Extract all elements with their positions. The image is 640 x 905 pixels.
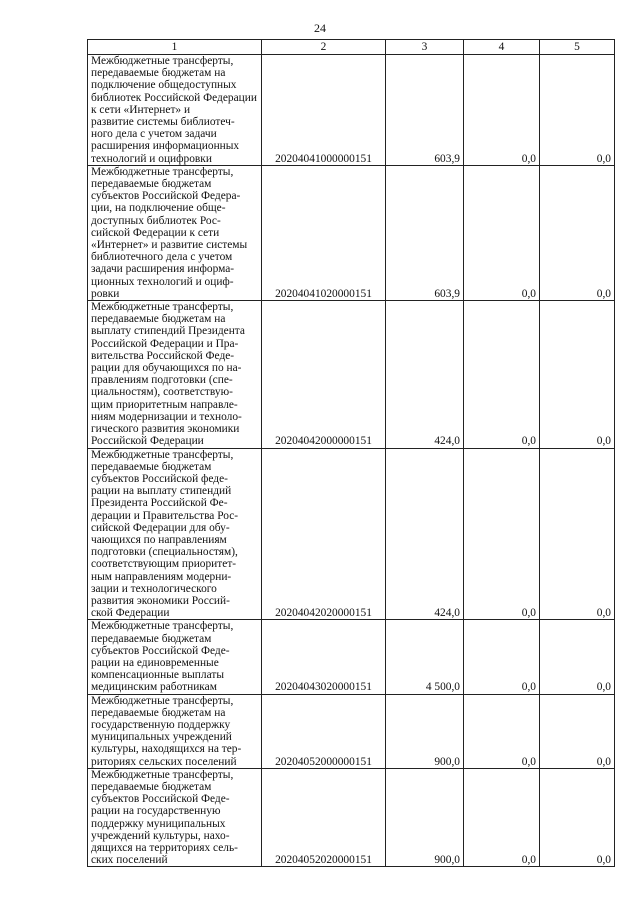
description-line: передаваемые бюджетам — [91, 780, 212, 793]
description-cell — [88, 301, 262, 448]
description-line: ным направлениям модерни- — [91, 570, 232, 583]
value-col5-cell: 0,0 — [540, 620, 615, 694]
description-line: передаваемые бюджетам на — [91, 313, 226, 326]
description-line: развития экономики Россий- — [91, 594, 230, 607]
description-line: передаваемые бюджетам — [91, 178, 212, 191]
value-col4-cell: 0,0 — [464, 768, 540, 867]
description-line: ционных технологий и оциф- — [91, 275, 234, 288]
table-row — [88, 768, 615, 867]
description-line: щим приоритетным направле- — [91, 398, 238, 411]
description-line: ного дела с учетом задачи — [91, 128, 217, 141]
description-line: ских поселений — [91, 854, 168, 867]
value-col5-cell: 0,0 — [540, 55, 615, 166]
description-line: Межбюджетные трансферты, — [91, 301, 234, 314]
value-col5-cell: 0,0 — [540, 694, 615, 768]
description-line: Межбюджетные трансферты, — [91, 768, 234, 781]
description-line: циальностям), соответствую- — [91, 386, 233, 399]
description-line: правлениям подготовки (спе- — [91, 374, 233, 387]
description-line: расширения информационных — [91, 140, 240, 153]
table-row — [88, 694, 615, 768]
description-line: сийской Федерации к сети — [91, 226, 220, 239]
code-cell: 20204042020000151 — [262, 448, 386, 620]
column-header-4: 4 — [464, 40, 540, 55]
description-line: гического развития экономики — [91, 423, 240, 436]
description-line: рации для обучающихся по на- — [91, 362, 242, 375]
description-line: муниципальных учреждений — [91, 731, 232, 744]
value-col3-cell: 424,0 — [386, 448, 464, 620]
value-col5-cell: 0,0 — [540, 165, 615, 300]
value-col4-cell: 0,0 — [464, 301, 540, 448]
code-cell: 20204052020000151 — [262, 768, 386, 867]
header-row — [88, 40, 615, 55]
value-col3-cell: 900,0 — [386, 768, 464, 867]
value-col3-cell: 603,9 — [386, 165, 464, 300]
value-col4-cell: 0,0 — [464, 55, 540, 166]
value-col4-cell: 0,0 — [464, 694, 540, 768]
description-line: сийской Федерации для обу- — [91, 521, 230, 534]
value-col4-cell: 0,0 — [464, 448, 540, 620]
column-header-3: 3 — [386, 40, 464, 55]
table-row — [88, 301, 615, 448]
description-line: государственную поддержку — [91, 718, 231, 731]
description-line: технологий и оцифровки — [91, 152, 212, 165]
value-col5-cell: 0,0 — [540, 448, 615, 620]
value-col3-cell: 603,9 — [386, 55, 464, 166]
description-line: медицинским работникам — [91, 681, 217, 694]
description-line: передаваемые бюджетам — [91, 460, 212, 473]
table-row — [88, 448, 615, 620]
description-line: выплату стипендий Президента — [91, 325, 245, 338]
description-line: ровки — [91, 287, 120, 300]
value-col5-cell: 0,0 — [540, 301, 615, 448]
description-line: задачи расширения информа- — [91, 263, 235, 276]
description-line: развитие системы библиотеч- — [91, 116, 235, 129]
description-line: Межбюджетные трансферты, — [91, 620, 234, 633]
description-line: поддержку муниципальных — [91, 817, 226, 830]
description-line: библиотечного дела с учетом — [91, 251, 233, 264]
description-line: дерации и Правительства Рос- — [91, 509, 239, 522]
description-line: рации на единовременные — [91, 656, 219, 669]
description-cell — [88, 55, 262, 166]
code-cell: 20204042000000151 — [262, 301, 386, 448]
description-line: Российской Федерации и Пра- — [91, 337, 239, 350]
description-line: субъектов Российской Феде- — [91, 644, 230, 657]
description-line: Межбюджетные трансферты, — [91, 55, 234, 67]
description-line: ции, на подключение обще- — [91, 202, 226, 215]
page-number: 24 — [314, 21, 326, 35]
description-line: субъектов Российской Феде- — [91, 793, 230, 806]
description-line: подключение общедоступных — [91, 79, 237, 92]
description-line: к сети «Интернет» и — [91, 103, 191, 116]
description-line: рации на выплату стипендий — [91, 485, 232, 498]
description-line: ской Федерации — [91, 607, 170, 620]
description-line: соответствующим приоритет- — [91, 558, 237, 571]
description-line: Президента Российской Фе- — [91, 497, 228, 510]
value-col3-cell: 4 500,0 — [386, 620, 464, 694]
description-cell — [88, 165, 262, 300]
table-row — [88, 620, 615, 694]
description-line: Межбюджетные трансферты, — [91, 448, 234, 461]
description-line: «Интернет» и развитие системы — [91, 239, 248, 252]
description-line: вительства Российской Феде- — [91, 349, 235, 362]
description-line: передаваемые бюджетам — [91, 632, 212, 645]
description-line: рации на государственную — [91, 805, 221, 818]
table-row — [88, 55, 615, 166]
column-header-1: 1 — [88, 40, 262, 55]
table-row — [88, 165, 615, 300]
description-line: библиотек Российской Федерации — [91, 91, 257, 104]
description-cell — [88, 448, 262, 620]
column-header-2: 2 — [262, 40, 386, 55]
description-line: ниям модернизации и техноло- — [91, 410, 242, 423]
description-line: Межбюджетные трансферты, — [91, 165, 234, 178]
description-line: передаваемые бюджетам на — [91, 67, 226, 80]
value-col4-cell: 0,0 — [464, 165, 540, 300]
description-line: риториях сельских поселений — [91, 755, 237, 768]
description-line: Межбюджетные трансферты, — [91, 694, 234, 707]
value-col3-cell: 424,0 — [386, 301, 464, 448]
table-body — [88, 55, 615, 867]
description-cell — [88, 768, 262, 867]
description-line: компенсационные выплаты — [91, 669, 224, 682]
value-col3-cell: 900,0 — [386, 694, 464, 768]
description-line: культуры, находящихся на тер- — [91, 743, 242, 756]
description-line: зации и технологического — [91, 582, 217, 595]
code-cell: 20204052000000151 — [262, 694, 386, 768]
column-header-5: 5 — [540, 40, 615, 55]
description-line: дящихся на территориях сель- — [91, 842, 238, 854]
description-cell — [88, 694, 262, 768]
budget-table — [87, 39, 615, 867]
code-cell: 20204043020000151 — [262, 620, 386, 694]
description-line: Российской Федерации — [91, 435, 204, 448]
value-col4-cell: 0,0 — [464, 620, 540, 694]
description-line: чающихся по направлениям — [91, 533, 227, 546]
description-line: учреждений культуры, нахо- — [91, 829, 230, 842]
code-cell: 20204041020000151 — [262, 165, 386, 300]
description-line: передаваемые бюджетам на — [91, 706, 226, 719]
description-cell — [88, 620, 262, 694]
code-cell: 20204041000000151 — [262, 55, 386, 166]
description-line: субъектов Российской феде- — [91, 472, 228, 485]
value-col5-cell: 0,0 — [540, 768, 615, 867]
description-line: подготовки (специальностям), — [91, 546, 238, 559]
description-line: субъектов Российской Федера- — [91, 190, 241, 203]
description-line: доступных библиотек Рос- — [91, 214, 221, 227]
